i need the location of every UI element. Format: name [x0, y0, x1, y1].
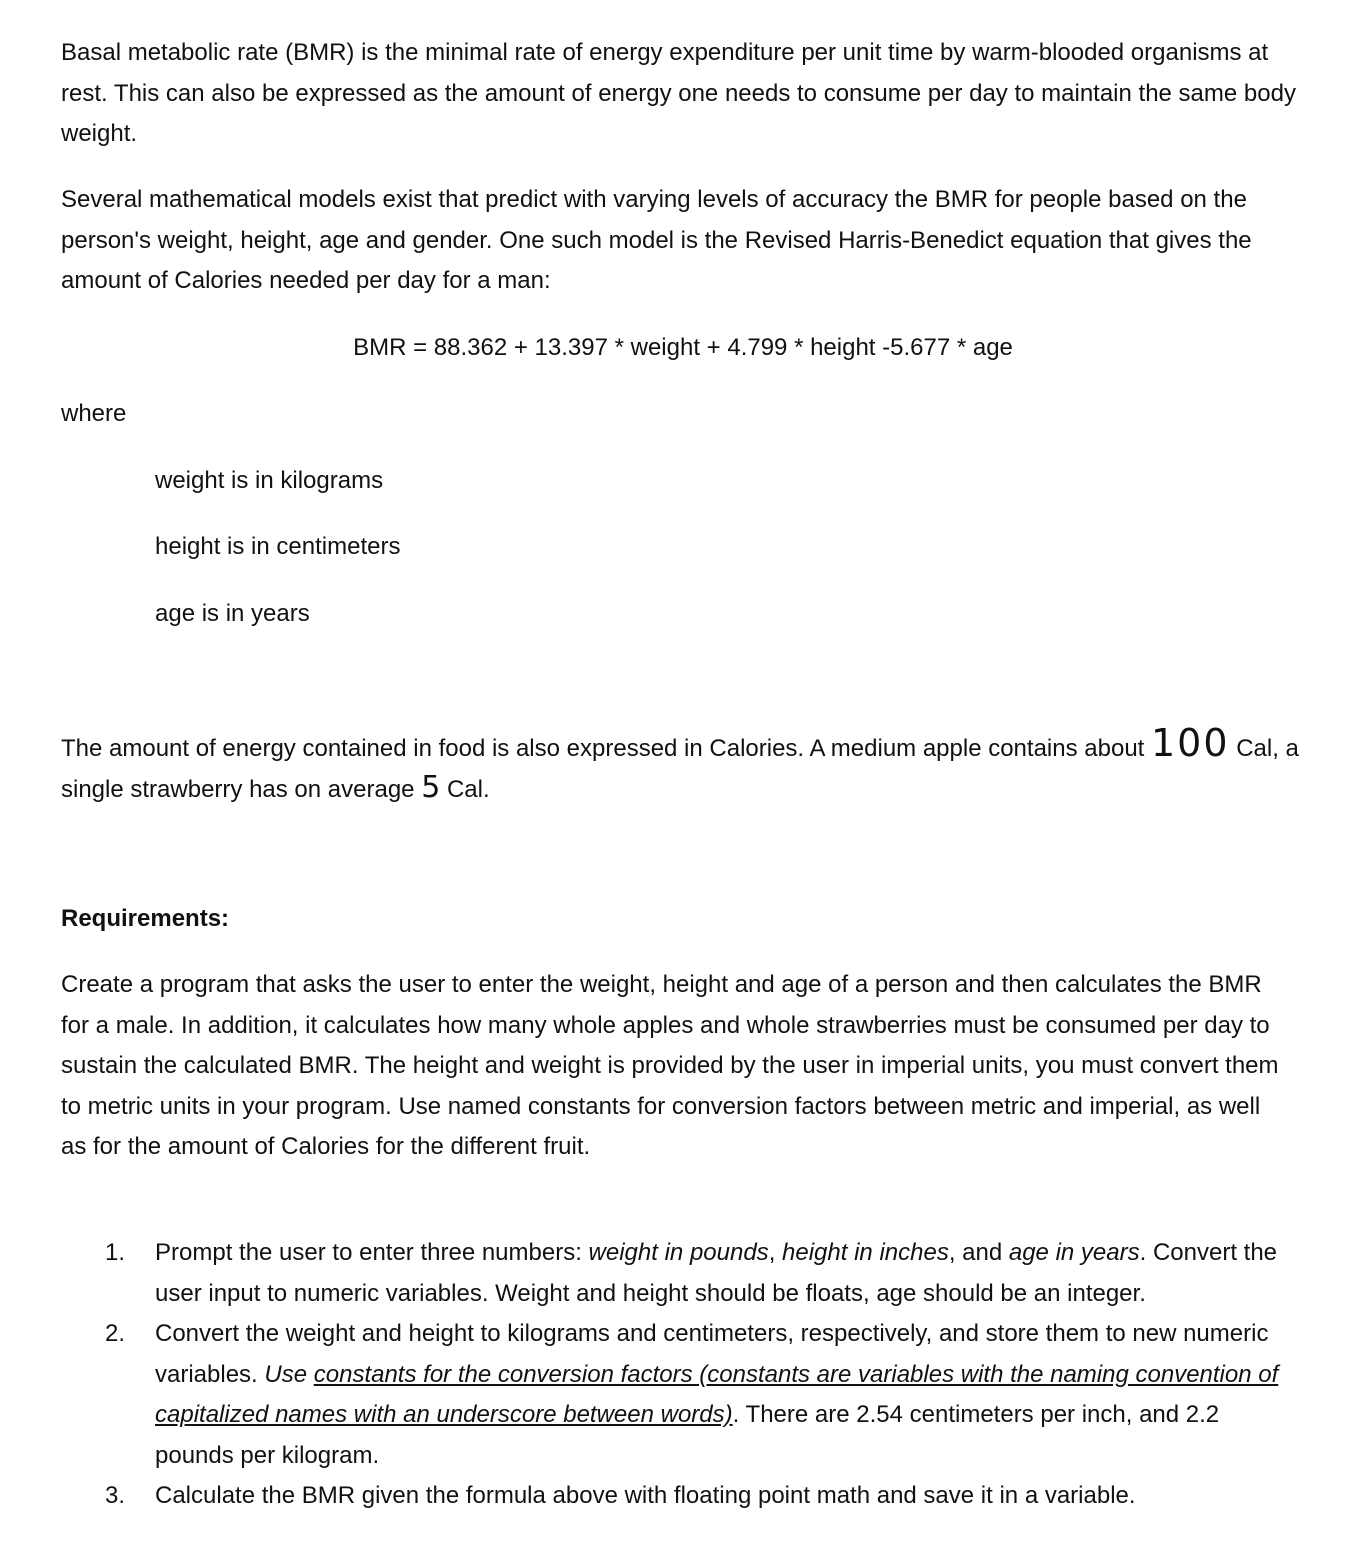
step-emphasis: Use [264, 1360, 314, 1388]
energy-paragraph [61, 721, 1341, 810]
step-text: , and [948, 1239, 1009, 1266]
step-text: Calculate the BMR given the formula above with floating point math and save it in a variable. [155, 1482, 1136, 1509]
requirements-heading: Requirements: [61, 905, 230, 932]
formula-text: BMR = 88.362 + 13.397 * weight + 4.799 * height -5.677 * age [353, 334, 1013, 361]
step-emphasis: weight in pounds [588, 1239, 769, 1266]
intro-paragraph-1: Basal metabolic rate (BMR) is the minimal rate of energy expenditure per unit time by warm-blooded organisms at rest. This can also be expressed as the amount of energy one needs to consume per day to maintain the same body weight. [61, 39, 1296, 147]
definition-weight: weight is in kilograms [155, 467, 384, 494]
list-number: 1. [105, 1239, 126, 1266]
step-emphasis: age in years [1008, 1239, 1140, 1266]
energy-text-b: Cal, a single strawberry has on average [61, 735, 1299, 803]
energy-text-c: Cal. [440, 775, 490, 803]
step-text: Prompt the user to enter three numbers: [155, 1239, 589, 1266]
step-text: . There are 2.54 centimeters per inch, and 2.2 pounds per kilogram. [155, 1401, 1220, 1469]
apple-calories: 100 [1151, 721, 1230, 765]
step-text: . Convert the user input to numeric variables. Weight and height should be floats, age should be an integer. [155, 1239, 1278, 1307]
step-emphasis: height in inches [782, 1239, 949, 1266]
list-item [61, 1233, 1301, 1314]
step-underlined-text: constants for the conversion factors (constants are variables with the naming convention of capitalized names with an underscore between words) [155, 1360, 1279, 1428]
list-item [61, 1476, 1301, 1517]
requirements-list [61, 1233, 1301, 1517]
list-number: 2. [105, 1320, 126, 1347]
list-number: 3. [105, 1482, 126, 1509]
energy-text-a: The amount of energy contained in food is also expressed in Calories. A medium apple contains about [61, 735, 1151, 762]
list-item [61, 1314, 1301, 1476]
intro-paragraph-2: Several mathematical models exist that predict with varying levels of accuracy the BMR for people based on the person's weight, height, age and gender. One such model is the Revised Harris-Benedict equation that gives the amount of Calories needed per day for a man: [61, 186, 1252, 294]
where-label: where [61, 400, 127, 427]
definition-height: height is in centimeters [155, 533, 401, 560]
step-text: , [768, 1239, 783, 1266]
requirements-body: Create a program that asks the user to enter the weight, height and age of a person and then calculates the BMR for a male. In addition, it calculates how many whole apples and whole strawberries must be consumed per day to sustain the calculated BMR. The height and weight is provided by the user in imperial units, you must convert them to metric units in your program. Use named constants for conversion factors between metric and imperial, as well as for the amount of Calories for the different fruit. [61, 971, 1279, 1160]
definition-age: age is in years [155, 600, 310, 627]
strawberry-calories: 5 [421, 769, 441, 805]
bmr-formula [0, 330, 1366, 366]
step-text: Convert the weight and height to kilograms and centimeters, respectively, and store them to new numeric variables. [155, 1320, 1269, 1388]
